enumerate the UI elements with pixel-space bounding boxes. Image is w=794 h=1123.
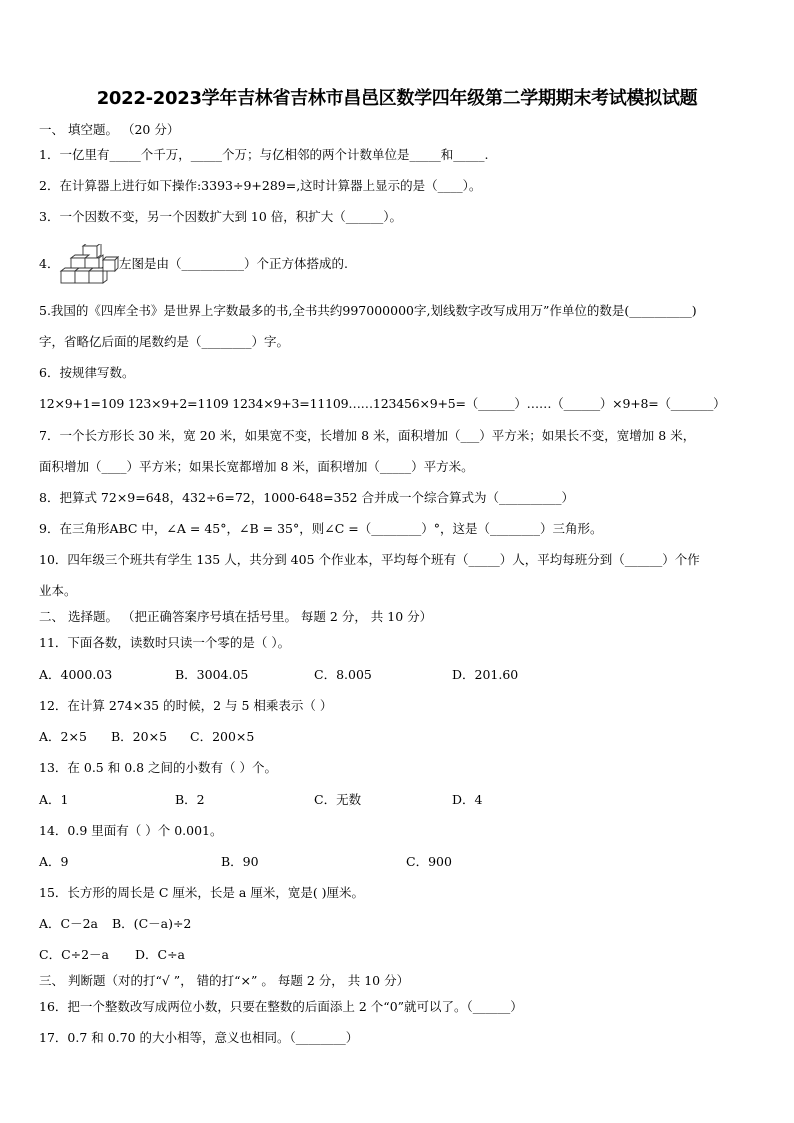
question-15: 15．长方形的周长是 C 厘米，长是 a 厘米，宽是( )厘米。 bbox=[39, 885, 365, 900]
question-4-text: 左图是由（__________）个正方体搭成的. bbox=[119, 256, 348, 271]
q15-option-a: A．C－2a bbox=[39, 916, 98, 931]
question-14: 14．0.9 里面有（ ）个 0.001。 bbox=[39, 823, 223, 838]
q12-option-a: A．2×5 bbox=[39, 729, 87, 744]
q11-option-c: C．8.005 bbox=[314, 667, 372, 682]
question-13: 13．在 0.5 和 0.8 之间的小数有（ ）个。 bbox=[39, 760, 278, 775]
question-9: 9．在三角形ABC 中，∠A = 45°，∠B = 35°，则∠C =（________）°，这是（________）三角形。 bbox=[39, 521, 603, 536]
section-heading-true-false: 三、 判断题（对的打“√ ”， 错的打“×” 。 每题 2 分， 共 10 分） bbox=[39, 973, 410, 988]
question-16: 16．把一个整数改写成两位小数，只要在整数的后面添上 2 个“0”就可以了。（______） bbox=[39, 999, 523, 1014]
q11-option-d: D．201.60 bbox=[452, 667, 519, 682]
q12-option-c: C．200×5 bbox=[190, 729, 255, 744]
question-12: 12．在计算 274×35 的时候，2 与 5 相乘表示（ ） bbox=[39, 698, 333, 713]
question-6-line-2: 12×9+1=109 123×9+2=1109 1234×9+3=11109……123456×9+5=（______）……（______）×9+8=（_______） bbox=[39, 396, 726, 411]
q12-option-b: B．20×5 bbox=[111, 729, 168, 744]
section-heading-fill-blank: 一、 填空题。 （20 分） bbox=[39, 122, 180, 137]
cube-stack-icon bbox=[57, 244, 119, 284]
question-7-line-2: 面积增加（____）平方米；如果长宽都增加 8 米，面积增加（_____）平方米。 bbox=[39, 459, 474, 474]
q11-option-b: B．3004.05 bbox=[175, 667, 249, 682]
q15-option-c: C．C÷2－a bbox=[39, 947, 110, 962]
q14-option-a: A．9 bbox=[39, 854, 69, 869]
question-10-line-1: 10．四年级三个班共有学生 135 人，共分到 405 个作业本，平均每个班有（_____）人，平均每班分到（______）个作 bbox=[39, 552, 700, 567]
q11-option-a: A．4000.03 bbox=[39, 667, 113, 682]
question-3: 3．一个因数不变，另一个因数扩大到 10 倍，积扩大（______）。 bbox=[39, 209, 403, 224]
q13-option-a: A．1 bbox=[39, 792, 69, 807]
q15-option-b: B．(C－a)÷2 bbox=[112, 916, 192, 931]
question-11: 11．下面各数，读数时只读一个零的是（ ）。 bbox=[39, 635, 291, 650]
q13-option-b: B．2 bbox=[175, 792, 205, 807]
page-title: 2022-2023学年吉林省吉林市昌邑区数学四年级第二学期期末考试模拟试题 bbox=[96, 88, 698, 109]
question-1: 1．一亿里有_____个千万，_____个万；与亿相邻的两个计数单位是_____和_____. bbox=[39, 147, 489, 162]
question-17: 17．0.7 和 0.70 的大小相等，意义也相同。（________） bbox=[39, 1030, 359, 1045]
question-5-line-1: 5.我国的《四库全书》是世界上字数最多的书,全书共约997000000字,划线数字改写成用万”作单位的数是(__________) bbox=[39, 303, 697, 318]
q14-option-b: B．90 bbox=[221, 854, 259, 869]
question-8: 8．把算式 72×9=648，432÷6=72，1000-648=352 合并成一个综合算式为（__________） bbox=[39, 490, 574, 505]
question-2: 2．在计算器上进行如下操作:3393÷9+289=,这时计算器上显示的是（____）。 bbox=[39, 178, 482, 193]
section-heading-choice: 二、 选择题。 （把正确答案序号填在括号里。 每题 2 分， 共 10 分） bbox=[39, 609, 433, 624]
q13-option-d: D．4 bbox=[452, 792, 483, 807]
q14-option-c: C．900 bbox=[406, 854, 452, 869]
question-6-line-1: 6．按规律写数。 bbox=[39, 365, 135, 380]
question-4-number: 4． bbox=[39, 256, 60, 271]
question-5-line-2: 字，省略亿后面的尾数约是（________）字。 bbox=[39, 334, 290, 349]
q13-option-c: C．无数 bbox=[314, 792, 362, 807]
question-10-line-2: 业本。 bbox=[39, 583, 77, 598]
q15-option-d: D．C÷a bbox=[135, 947, 186, 962]
question-7-line-1: 7．一个长方形长 30 米，宽 20 米，如果宽不变，长增加 8 米，面积增加（___）平方米；如果长不变，宽增加 8 米， bbox=[39, 428, 696, 443]
